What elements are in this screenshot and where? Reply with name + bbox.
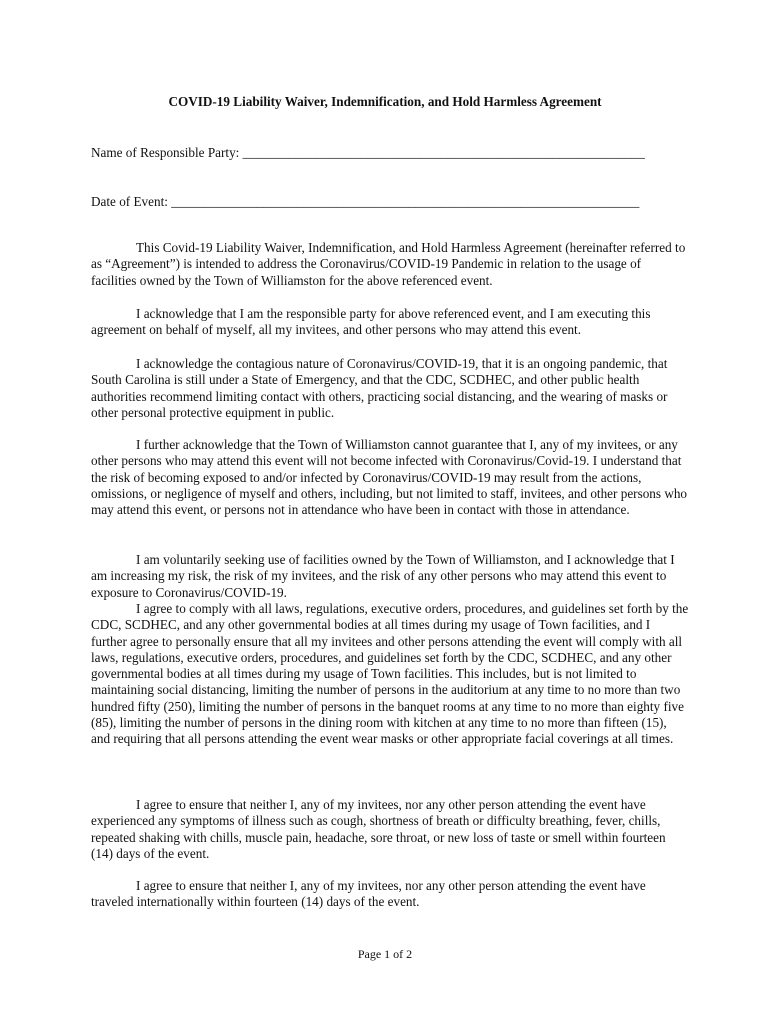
- paragraph-contagious-nature: I acknowledge the contagious nature of Coronavirus/COVID-19, that it is an ongoing pandemic, that South Carolina is still under a State of Emergency, and that the CDC, SCDHEC, and other public health authorities recommend limiting contact with others, practicing social distancing, and the wearing of masks or other personal protective equipment in public.: [91, 356, 668, 420]
- responsible-party-field: Name of Responsible Party: _____________________________________________________________: [91, 145, 645, 160]
- document-title: COVID-19 Liability Waiver, Indemnification, and Hold Harmless Agreement: [168, 94, 602, 109]
- paragraph-travel: I agree to ensure that neither I, any of my invitees, nor any other person attending the event have traveled internationally within fourteen (14) days of the event.: [91, 878, 646, 910]
- paragraph-no-guarantee: I further acknowledge that the Town of Williamston cannot guarantee that I, any of my invitees, or any other persons who may attend this event will not become infected with Coronavirus/Covid-19. I understand that the risk of becoming exposed to and/or infected by Coronavirus/COVID-19 may result from the actions, omissions, or negligence of myself and others, including, but not limited to staff, invitees, and other persons who may attend this event, or persons not in attendance who have been in contact with those in attendance.: [91, 437, 688, 518]
- date-of-event-field: Date of Event: _______________________________________________________________________: [91, 194, 640, 209]
- paragraph-symptoms: I agree to ensure that neither I, any of my invitees, nor any other person attending the event have experienced any symptoms of illness such as cough, shortness of breath or difficulty breathing, fever, chills, repeated shaking with chills, muscle pain, headache, sore throat, or new loss of taste or smell within fourteen (14) days of the event.: [91, 797, 666, 861]
- paragraph-compliance: I agree to comply with all laws, regulations, executive orders, procedures, and guidelines set forth by the CDC, SCDHEC, and any other governmental bodies at all times during my usage of Town facilities, and I further agree to personally ensure that all my invitees and other persons attending the event will comply with all laws, regulations, executive orders, procedures, and guidelines set forth by the CDC, SCDHEC, and any other governmental bodies at all times during my usage of Town facilities. This includes, but is not limited to maintaining social distancing, limiting the number of persons in the auditorium at any time to no more than two hundred fifty (250), limiting the number of persons in the banquet rooms at any time to no more than eighty five (85), limiting the number of persons in the dining room with kitchen at any time to no more than fifteen (15), and requiring that all persons attending the event wear masks or other appropriate facial coverings at all times.: [91, 601, 689, 747]
- page-number: Page 1 of 2: [357, 947, 413, 961]
- paragraph-agreement-intro: This Covid-19 Liability Waiver, Indemnification, and Hold Harmless Agreement (hereinafter referred to as “Agreement”) is intended to address the Coronavirus/COVID-19 Pandemic in relation to the usage of facilities owned by the Town of Williamston for the above referenced event.: [91, 240, 686, 288]
- paragraph-responsible-party: I acknowledge that I am the responsible party for above referenced event, and I am executing this agreement on behalf of myself, all my invitees, and other persons who may attend this event.: [91, 306, 651, 338]
- paragraph-voluntary-use: I am voluntarily seeking use of facilities owned by the Town of Williamston, and I acknowledge that I am increasing my risk, the risk of my invitees, and the risk of any other persons who may attend this event to exposure to Coronavirus/COVID-19.: [91, 552, 675, 600]
